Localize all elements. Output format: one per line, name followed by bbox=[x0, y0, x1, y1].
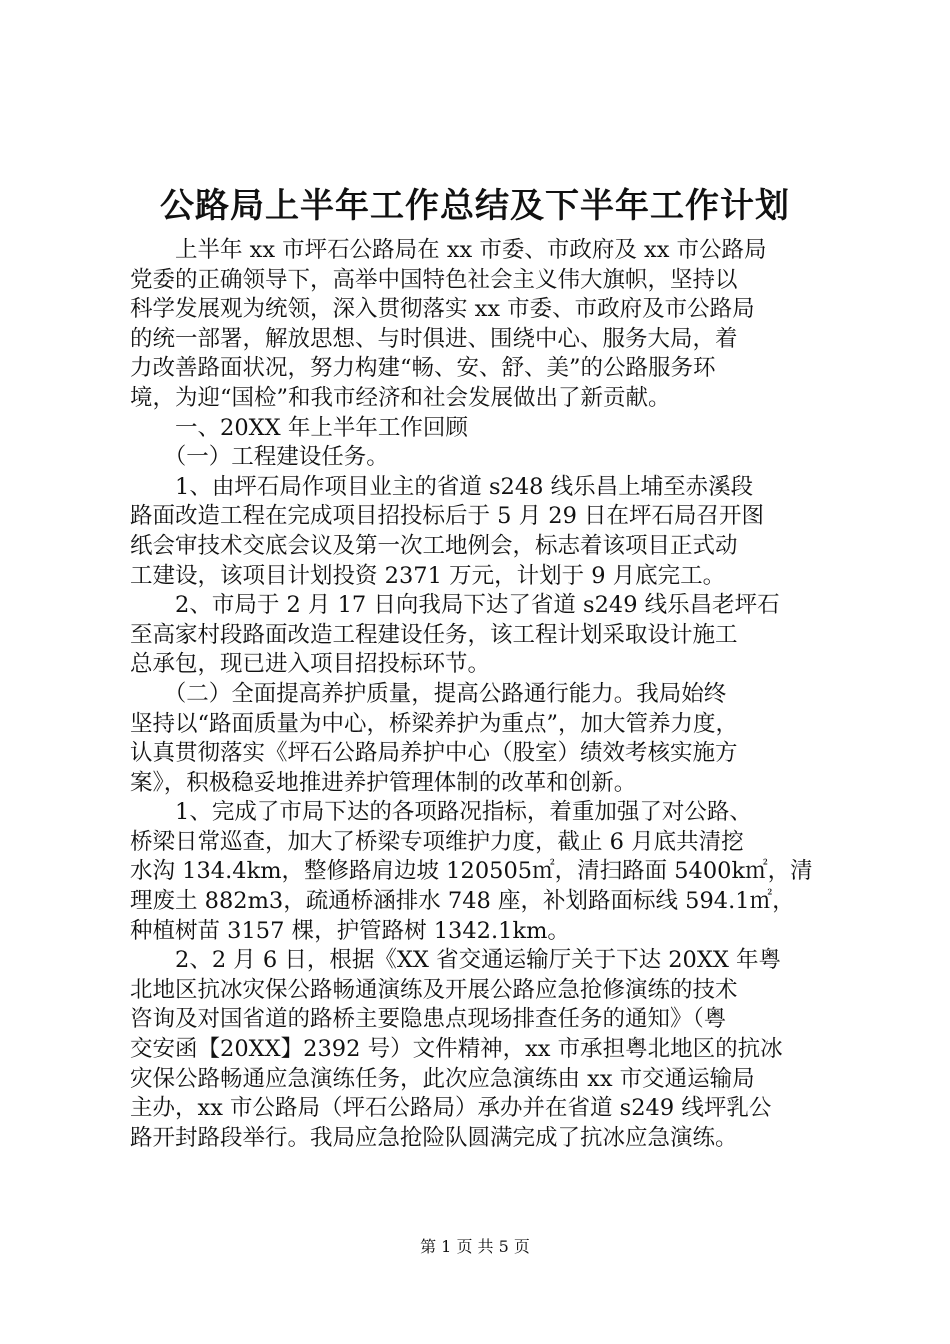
text-line: 工建设，该项目计划投资 2371 万元，计划于 9 月底完工。 bbox=[130, 562, 726, 589]
text-line: 交安函【20XX】2392 号）文件精神，xx 市承担粤北地区的抗冰 bbox=[130, 1036, 783, 1063]
text-line: 的统一部署，解放思想、与时俱进、围绕中心、服务大局，着 bbox=[130, 325, 738, 352]
text-line: 境，为迎“国检”和我市经济和社会发展做出了新贡献。 bbox=[130, 384, 671, 411]
text-line: 党委的正确领导下，高举中国特色社会主义伟大旗帜，坚持以 bbox=[130, 266, 738, 293]
text-line: 主办，xx 市公路局（坪石公路局）承办并在省道 s249 线坪乳公 bbox=[130, 1095, 772, 1122]
text-line: 2、2 月 6 日，根据《XX 省交通运输厅关于下达 20XX 年粤 bbox=[130, 947, 782, 974]
text-line: 路面改造工程在完成项目招投标后于 5 月 29 日在坪石局召开图 bbox=[130, 503, 765, 530]
text-line: 种植树苗 3157 棵，护管路树 1342.1km。 bbox=[130, 917, 570, 944]
text-line: 认真贯彻落实《坪石公路局养护中心（股室）绩效考核实施方 bbox=[130, 740, 738, 767]
text-line: 灾保公路畅通应急演练任务，此次应急演练由 xx 市交通运输局 bbox=[130, 1065, 755, 1092]
text-line: 2、市局于 2 月 17 日向我局下达了省道 s249 线乐昌老坪石 bbox=[130, 592, 780, 619]
text-line: 桥梁日常巡查，加大了桥梁专项维护力度，截止 6 月底共清挖 bbox=[130, 828, 744, 855]
text-line: 路开封路段举行。我局应急抢险队圆满完成了抗冰应急演练。 bbox=[130, 1124, 738, 1151]
text-line: 总承包，现已进入项目招投标环节。 bbox=[130, 651, 491, 678]
text-line: 理废土 882m3，疏通桥涵排水 748 座，补划路面标线 594.1㎡， bbox=[130, 888, 795, 915]
text-line: 水沟 134.4km，整修路肩边坡 120505㎡，清扫路面 5400k㎡，清 bbox=[130, 858, 813, 885]
subsection-heading: （一）工程建设任务。 bbox=[130, 444, 389, 471]
text-line: 咨询及对国省道的路桥主要隐患点现场排查任务的通知》（粤 bbox=[130, 1006, 727, 1033]
text-line: 科学发展观为统领，深入贯彻落实 xx 市委、市政府及市公路局 bbox=[130, 296, 755, 323]
text-line: 北地区抗冰灾保公路畅通演练及开展公路应急抢修演练的技术 bbox=[130, 976, 738, 1003]
document-title: 公路局上半年工作总结及下半年工作计划 bbox=[160, 186, 790, 226]
text-line: 1、由坪石局作项目业主的省道 s248 线乐昌上埔至赤溪段 bbox=[130, 473, 754, 500]
text-line: 纸会审技术交底会议及第一次工地例会，标志着该项目正式动 bbox=[130, 532, 738, 559]
text-line: 坚持以“路面质量为中心，桥梁养护为重点”，加大管养力度， bbox=[130, 710, 739, 737]
text-line: 力改善路面状况，努力构建“畅、安、舒、美”的公路服务环 bbox=[130, 355, 716, 382]
text-line: 1、完成了市局下达的各项路况指标，着重加强了对公路、 bbox=[130, 799, 752, 826]
text-line: （二）全面提高养护质量，提高公路通行能力。我局始终 bbox=[130, 680, 727, 707]
document-body bbox=[130, 236, 830, 1153]
text-line: 至高家村段路面改造工程建设任务，该工程计划采取设计施工 bbox=[130, 621, 738, 648]
page-number-footer: 第 1 页 共 5 页 bbox=[420, 1237, 530, 1256]
text-line: 上半年 xx 市坪石公路局在 xx 市委、市政府及 xx 市公路局 bbox=[130, 237, 767, 263]
text-line: 案》，积极稳妥地推进养护管理体制的改革和创新。 bbox=[130, 769, 637, 796]
section-heading: 一、20XX 年上半年工作回顾 bbox=[130, 414, 468, 441]
